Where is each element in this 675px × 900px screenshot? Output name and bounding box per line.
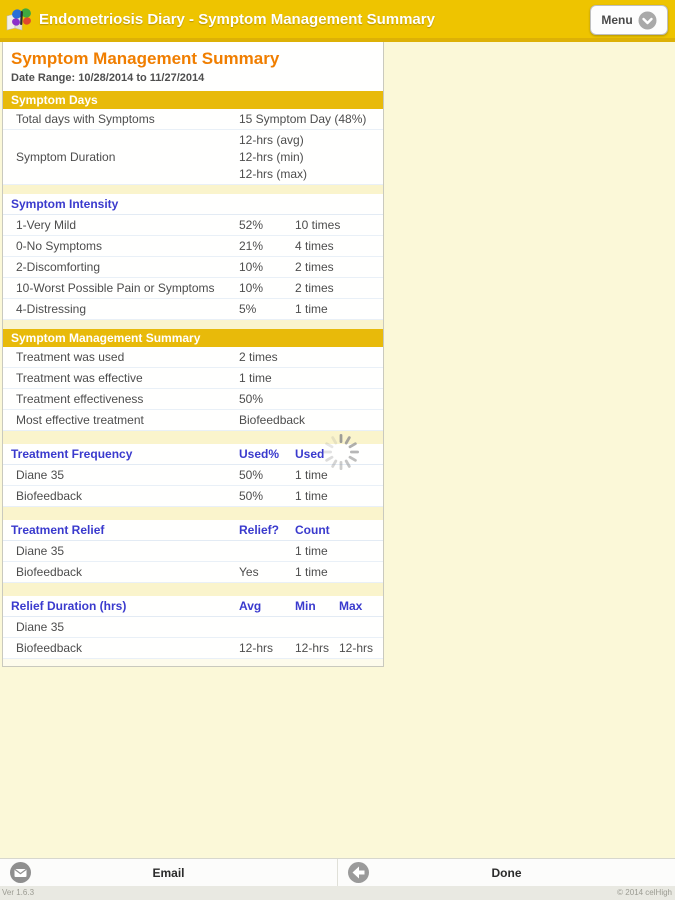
row-relief: Yes — [239, 565, 259, 579]
column-header: Max — [339, 599, 363, 613]
row-label: Diane 35 — [16, 468, 65, 482]
page-title: Endometriosis Diary - Symptom Management Summary — [39, 10, 435, 28]
table-row — [3, 410, 383, 431]
done-button-label: Done — [491, 865, 522, 880]
section-divider — [3, 583, 383, 596]
row-avg: 12-hrs — [239, 641, 274, 655]
panel-bottom-padding — [3, 659, 383, 666]
section-header-relief-duration — [3, 596, 383, 617]
column-header: Count — [295, 523, 330, 537]
row-label: Treatment was effective — [16, 371, 143, 385]
row-count: 2 times — [295, 260, 334, 274]
table-row — [3, 278, 383, 299]
back-arrow-icon — [347, 861, 370, 884]
chevron-down-icon — [638, 11, 657, 30]
table-row — [3, 236, 383, 257]
section-divider — [3, 320, 383, 329]
report-title: Symptom Management Summary — [11, 49, 280, 68]
table-row — [3, 109, 383, 130]
menu-button[interactable] — [590, 5, 668, 35]
row-used: 1 time — [295, 468, 328, 482]
row-label: Biofeedback — [16, 565, 83, 579]
column-header: Avg — [239, 599, 262, 613]
row-value: 12-hrs (min) — [239, 150, 304, 164]
row-used-percent: 50% — [239, 468, 264, 482]
table-row — [3, 617, 383, 638]
app-logo-butterfly-icon — [5, 6, 35, 32]
row-count: 1 time — [295, 565, 328, 579]
row-percent: 10% — [239, 281, 264, 295]
row-value-stack — [239, 132, 307, 183]
section-title: Symptom Intensity — [11, 197, 119, 211]
table-row — [3, 130, 383, 185]
row-label: Most effective treatment — [16, 413, 144, 427]
activity-spinner-icon — [321, 432, 361, 472]
row-max: 12-hrs — [339, 641, 374, 655]
row-percent: 5% — [239, 302, 257, 316]
table-row — [3, 215, 383, 236]
report-panel — [2, 42, 384, 667]
row-label: Treatment was used — [16, 350, 125, 364]
row-value: Biofeedback — [239, 413, 306, 427]
table-row — [3, 562, 383, 583]
row-percent: 10% — [239, 260, 264, 274]
version-text: Ver 1.6.3 — [2, 888, 35, 897]
row-min: 12-hrs — [295, 641, 330, 655]
row-label: Total days with Symptoms — [16, 112, 155, 126]
table-row — [3, 389, 383, 410]
section-title: Treatment Frequency — [11, 447, 133, 461]
section-title: Relief Duration (hrs) — [11, 599, 127, 613]
row-value: 12-hrs (avg) — [239, 133, 304, 147]
column-header: Relief? — [239, 523, 280, 537]
email-button-label: Email — [152, 865, 185, 880]
table-row — [3, 347, 383, 368]
footer-strip — [0, 886, 675, 900]
row-count: 1 time — [295, 302, 328, 316]
table-row — [3, 299, 383, 320]
row-value: 15 Symptom Day (48%) — [239, 112, 367, 126]
row-value: 1 time — [239, 371, 272, 385]
row-label: Treatment effectiveness — [16, 392, 144, 406]
row-label: Biofeedback — [16, 641, 83, 655]
column-header: Used% — [239, 447, 280, 461]
section-divider — [3, 507, 383, 520]
table-row — [3, 486, 383, 507]
section-header-symptom-days: Symptom Days — [3, 91, 383, 109]
email-button[interactable] — [0, 859, 337, 886]
row-label: 2-Discomforting — [16, 260, 101, 274]
menu-button-label: Menu — [601, 13, 633, 27]
column-header: Min — [295, 599, 316, 613]
section-title: Treatment Relief — [11, 523, 105, 537]
row-count: 1 time — [295, 544, 328, 558]
column-header: Used — [295, 447, 325, 461]
done-button[interactable] — [337, 859, 675, 886]
section-header-treatment-relief — [3, 520, 383, 541]
row-count: 10 times — [295, 218, 341, 232]
table-row — [3, 541, 383, 562]
row-label: Diane 35 — [16, 544, 65, 558]
table-row — [3, 257, 383, 278]
section-divider — [3, 185, 383, 194]
row-value: 2 times — [239, 350, 278, 364]
row-label: Biofeedback — [16, 489, 83, 503]
row-label: 0-No Symptoms — [16, 239, 103, 253]
copyright-text: © 2014 celHigh — [617, 888, 672, 897]
bottom-toolbar — [0, 858, 675, 886]
row-label: 4-Distressing — [16, 302, 87, 316]
row-label: Symptom Duration — [16, 150, 116, 164]
row-value: 50% — [239, 392, 264, 406]
row-percent: 52% — [239, 218, 264, 232]
row-percent: 21% — [239, 239, 264, 253]
row-label: Diane 35 — [16, 620, 65, 634]
row-count: 2 times — [295, 281, 334, 295]
row-label: 1-Very Mild — [16, 218, 77, 232]
row-used: 1 time — [295, 489, 328, 503]
table-row — [3, 638, 383, 659]
row-label: 10-Worst Possible Pain or Symptoms — [16, 281, 215, 295]
row-count: 4 times — [295, 239, 334, 253]
table-row — [3, 368, 383, 389]
top-bar — [0, 0, 675, 42]
date-range: Date Range: 10/28/2014 to 11/27/2014 — [11, 72, 205, 84]
row-used-percent: 50% — [239, 489, 264, 503]
envelope-icon — [9, 861, 32, 884]
section-header-management-summary: Symptom Management Summary — [3, 329, 383, 347]
section-header-symptom-intensity — [3, 194, 383, 215]
row-value: 12-hrs (max) — [239, 167, 308, 181]
